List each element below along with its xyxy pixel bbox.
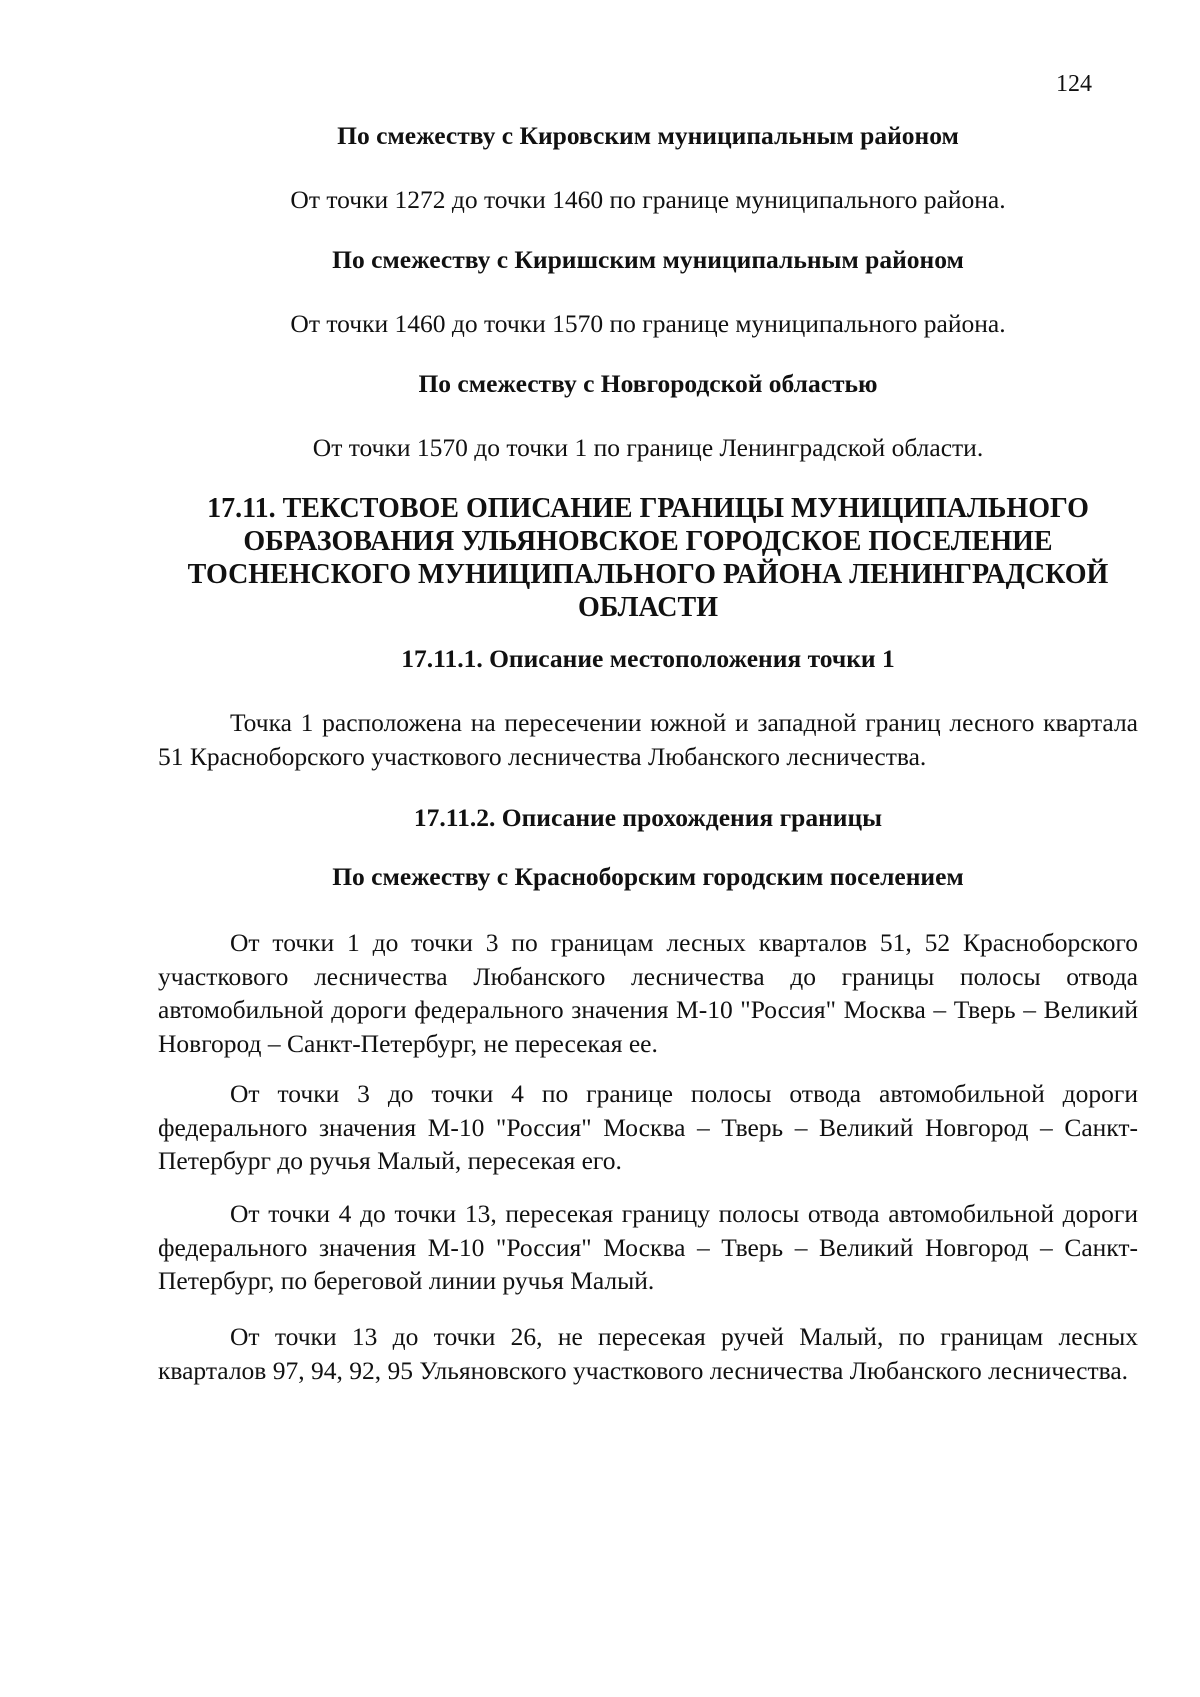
paragraph-points-1-3: От точки 1 до точки 3 по границам лесных кварталов 51, 52 Красноборского участкового лесничества Любанского лесничества до границы полосы отвода автомобильной дороги федерального значения М-10 "Россия" Москва – Тверь – Великий Новгород – Санкт-Петербург, не пересекая ее. [158, 928, 1138, 1058]
paragraph-novgorod: От точки 1570 до точки 1 по границе Ленинградской области. [312, 433, 984, 462]
paragraph-points-3-4: От точки 3 до точки 4 по границе полосы отвода автомобильной дороги федерального значения М-10 "Россия" Москва – Тверь – Великий Новгород – Санкт-Петербург до ручья Малый, пересекая его. [158, 1079, 1138, 1175]
paragraph-kirishsky: От точки 1460 до точки 1570 по границе муниципального района. [290, 309, 1006, 338]
heading-kirovsky: По смежеству с Кировским муниципальным районом [337, 121, 959, 150]
subsection-title-boundary: 17.11.2. Описание прохождения границы [413, 803, 883, 832]
page-number: 124 [1056, 71, 1092, 97]
paragraph-points-4-13: От точки 4 до точки 13, пересекая границу полосы отвода автомобильной дороги федерального значения М-10 "Россия" Москва – Тверь – Великий Новгород – Санкт-Петербург, по береговой линии ручья Малый. [158, 1199, 1138, 1295]
paragraph-point-1: Точка 1 расположена на пересечении южной и западной границ лесного квартала 51 Красноборского участкового лесничества Любанского лесничества. [158, 708, 1138, 771]
heading-krasnobor: По смежеству с Красноборским городским поселением [332, 862, 964, 891]
paragraph-kirovsky: От точки 1272 до точки 1460 по границе муниципального района. [290, 185, 1006, 214]
paragraph-points-13-26: От точки 13 до точки 26, не пересекая ручей Малый, по границам лесных кварталов 97, 94, 92, 95 Ульяновского участкового лесничества Любанского лесничества. [158, 1322, 1138, 1385]
heading-novgorod: По смежеству с Новгородской областью [418, 369, 878, 398]
heading-kirishsky: По смежеству с Киришским муниципальным районом [332, 245, 964, 274]
section-title: 17.11. ТЕКСТОВОЕ ОПИСАНИЕ ГРАНИЦЫ МУНИЦИПАЛЬНОГО ОБРАЗОВАНИЯ УЛЬЯНОВСКОЕ ГОРОДСКОЕ ПОСЕЛЕНИЕ ТОСНЕНСКОГО МУНИЦИПАЛЬНОГО РАЙОНА ЛЕНИНГРАДСКОЙ ОБЛАСТИ [187, 493, 1109, 623]
subsection-title-point: 17.11.1. Описание местоположения точки 1 [401, 644, 895, 673]
